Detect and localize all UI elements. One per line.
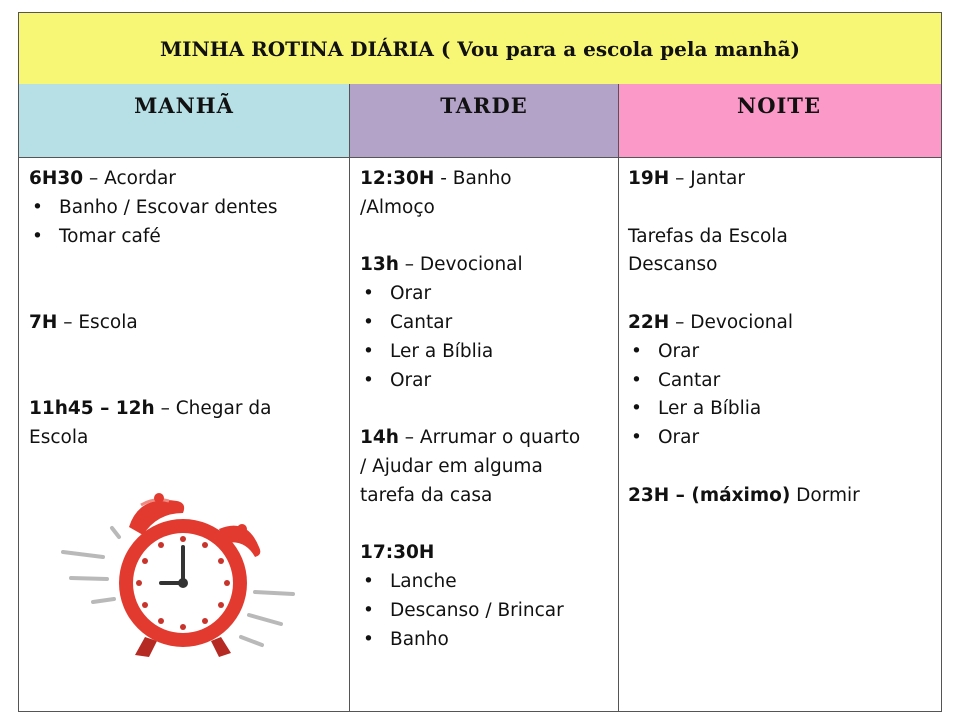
afternoon-bullet: • Lanche <box>363 571 457 593</box>
afternoon-item: 14h – Arrumar o quarto <box>360 427 581 449</box>
title-row <box>19 13 941 85</box>
afternoon-item-cont: tarefa da casa <box>360 484 493 506</box>
routine-table <box>18 12 942 712</box>
header-night <box>619 84 941 158</box>
night-bullet: • Orar <box>631 340 700 362</box>
night-item: 22H – Devocional <box>628 311 793 333</box>
night-bullet: • Orar <box>631 427 700 449</box>
morning-item: 6H30 – Acordar <box>29 168 176 189</box>
night-item: Descanso <box>628 254 718 276</box>
morning-bullet: • Tomar café <box>32 225 161 247</box>
afternoon-bullet: • Banho <box>363 628 449 650</box>
night-item: 23H – (máximo) Dormir <box>628 484 860 506</box>
afternoon-item: 12:30H - Banho <box>360 168 512 189</box>
morning-bullet: • Banho / Escovar dentes <box>32 196 278 218</box>
night-bullet: • Cantar <box>631 369 721 391</box>
header-afternoon-label: TARDE <box>440 93 528 118</box>
afternoon-item-cont: /Almoço <box>360 196 435 218</box>
afternoon-bullet: • Ler a Bíblia <box>363 340 494 362</box>
header-night-label: NOITE <box>737 93 821 118</box>
afternoon-bullet: • Descanso / Brincar <box>363 599 564 621</box>
morning-item: 11h45 – 12h – Chegar da <box>29 398 272 420</box>
afternoon-bullet: • Orar <box>363 369 432 391</box>
page-title: MINHA ROTINA DIÁRIA ( Vou para a escola pela manhã) <box>159 36 801 61</box>
afternoon-column <box>350 158 619 711</box>
afternoon-bullet: • Cantar <box>363 311 453 333</box>
header-morning <box>19 84 350 158</box>
header-afternoon <box>350 84 619 158</box>
afternoon-bullet: • Orar <box>363 283 432 305</box>
night-item: Tarefas da Escola <box>628 225 788 247</box>
night-item: 19H – Jantar <box>628 168 745 189</box>
afternoon-item-cont: / Ajudar em alguma <box>360 455 543 477</box>
afternoon-item: 17:30H <box>360 542 435 564</box>
morning-item-cont: Escola <box>29 427 89 449</box>
header-morning-label: MANHÃ <box>134 93 234 118</box>
night-bullet: • Ler a Bíblia <box>631 398 762 420</box>
morning-item: 7H – Escola <box>29 311 138 333</box>
night-column <box>619 158 941 711</box>
afternoon-item: 13h – Devocional <box>360 254 523 276</box>
alarm-clock-icon <box>59 491 329 666</box>
